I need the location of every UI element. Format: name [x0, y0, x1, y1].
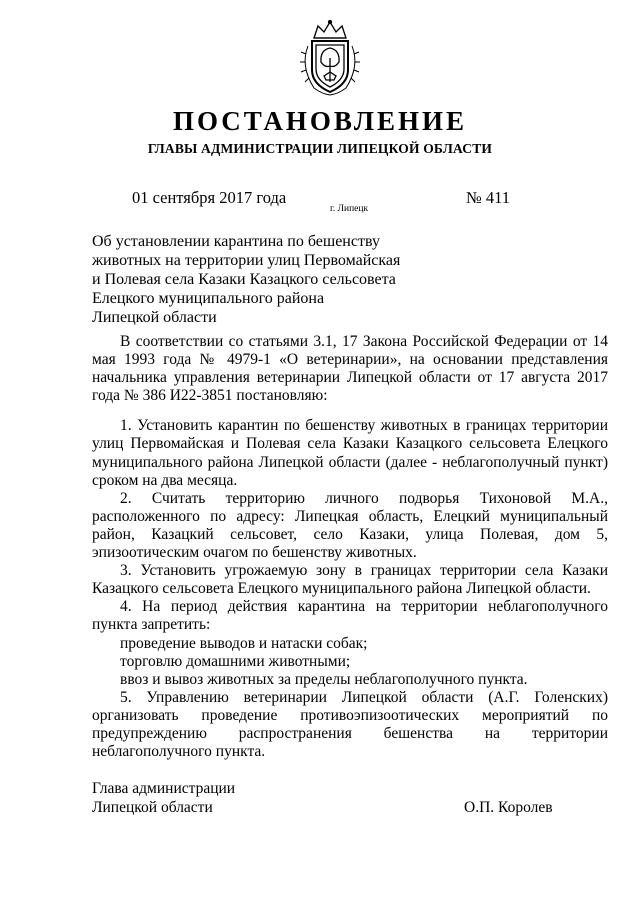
item-4-subitem: торговлю домашними животными;: [120, 652, 351, 670]
document-subject: [92, 232, 412, 327]
document-title: ПОСТАНОВЛЕНИЕ: [172, 106, 468, 136]
signature-title-line: Глава администрации: [92, 780, 236, 797]
item-4-subitem: проведение выводов и натаски собак;: [120, 634, 368, 652]
item-4-paragraph: 4. На период действия карантина на территории неблагополучного пункта запретить:: [92, 598, 608, 634]
item-3-paragraph: 3. Установить угрожаемую зону в границах территории села Казаки Казацкого сельсовета Елецкого муниципального района Липецкой области.: [92, 562, 608, 598]
document-subtitle: ГЛАВЫ АДМИНИСТРАЦИИ ЛИПЕЦКОЙ ОБЛАСТИ: [147, 141, 493, 156]
document-body: [92, 333, 608, 761]
item-1-paragraph: 1. Установить карантин по бешенству животных в границах территории улиц Первомайская и Полевая села Казаки Казацкого сельсовета Елецкого муниципального района Липецкой области (далее - неблагополучный пункт) сроком на два месяца.: [92, 417, 608, 489]
subject-line: животных на территории улиц Первомайская: [92, 252, 401, 269]
document-date: 01 сентября 2017 года: [132, 188, 287, 207]
preamble-paragraph: В соответствии со статьями 3.1, 17 Закона Российской Федерации от 14 мая 1993 года № 4979-1 «О ветеринарии», на основании представления начальника управления ветеринарии Липецкой области от 17 августа 2017 года № 386 И22-3851 постановляю:: [92, 333, 608, 405]
subject-line: Елецкого муниципального района: [92, 290, 325, 307]
subject-line: Липецкой области: [92, 309, 217, 326]
signature-name: О.П. Королев: [464, 799, 553, 816]
item-5-paragraph: 5. Управлению ветеринарии Липецкой области (А.Г. Голенских) организовать проведение противоэпизоотических мероприятий по предупреждению распространения бешенства на территории неблагополучного пункта.: [92, 688, 608, 761]
lipetsk-coat-of-arms-icon: [290, 18, 370, 98]
subject-line: и Полевая села Казаки Казацкого сельсовета: [92, 271, 396, 288]
item-2-paragraph: 2. Считать территорию личного подворья Тихоновой М.А., расположенного по адресу: Липецкая область, Елецкий муниципальный район, Казацкий сельсовет, село Казаки, улица Полевая, дом 5, эпизоотическим очагом по бешенству животных.: [92, 489, 608, 562]
signature-title-line: Липецкой области: [92, 798, 213, 816]
subject-line: Об установлении карантина по бешенству: [92, 233, 380, 250]
signature-title: [92, 780, 235, 817]
document-number: № 411: [466, 188, 511, 207]
document-city: г. Липецк: [330, 204, 369, 214]
item-4-subitem: ввоз и вывоз животных за пределы неблагополучного пункта.: [120, 670, 528, 688]
